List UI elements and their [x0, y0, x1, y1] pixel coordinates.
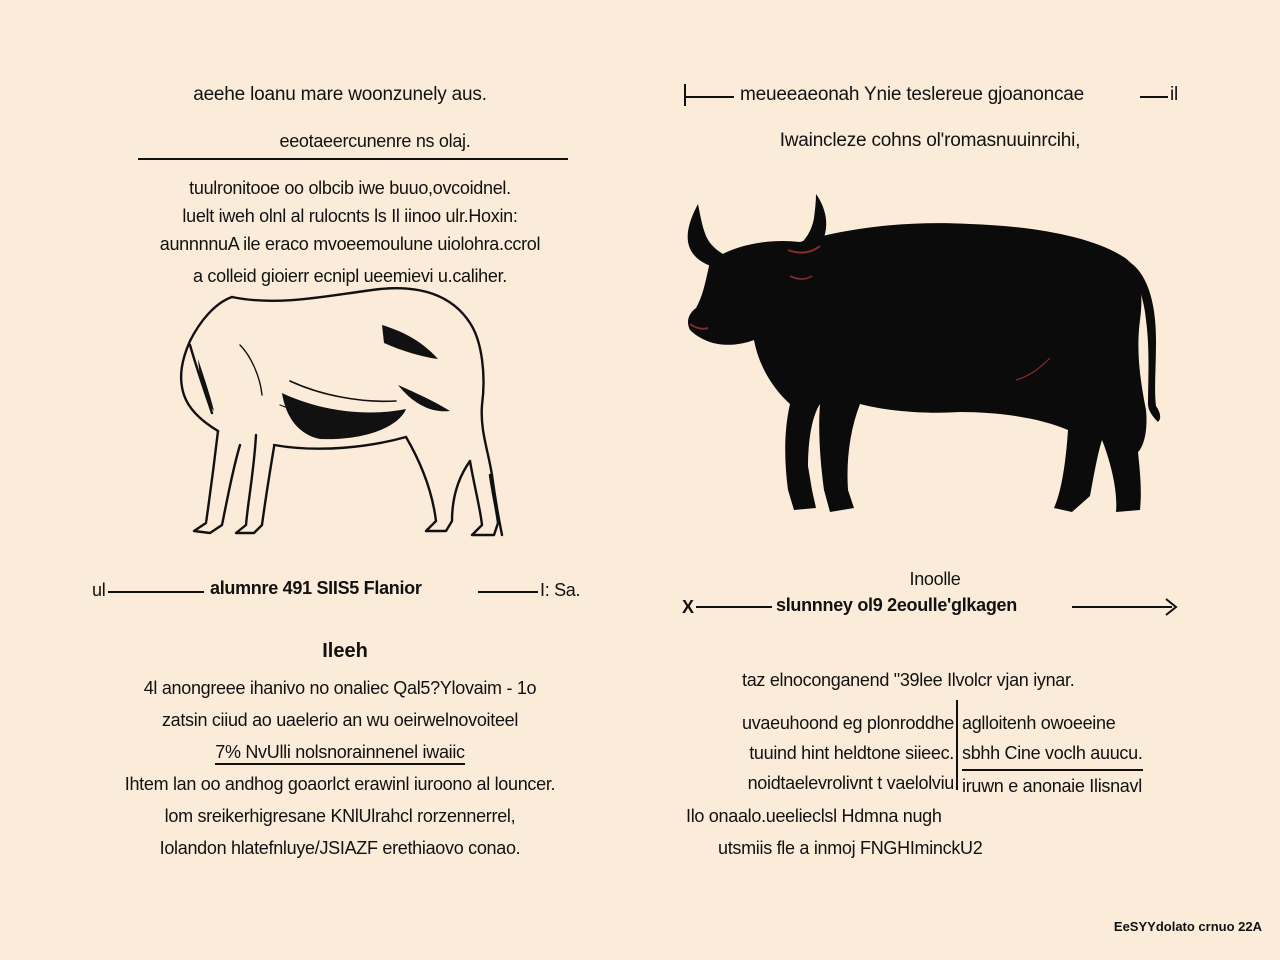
right-body-line: Ilo onaalo.ueelieclsl Hdmna nugh [686, 806, 942, 826]
left-subtitle: eeotaeercunenre ns olaj. [279, 131, 471, 151]
left-body-line: Iolandon hlatefnluye/JSIAZF erethiaovo conao. [159, 838, 521, 858]
left-intro [110, 174, 590, 290]
right-body-line: tuuind hint heldtone siieec. [749, 743, 954, 763]
right-scale-arrow-icon [1166, 598, 1178, 616]
right-title-rule-left [686, 96, 734, 98]
left-scale-caption: alumnre 491 SIIS5 Flanior [210, 578, 422, 598]
right-body-line: uvaeuhoond eg plonroddhe [742, 713, 954, 733]
left-subtitle-rule [138, 158, 568, 160]
right-body-line: noidtaelevrolivnt t vaelolviu [747, 773, 954, 793]
left-section-heading: Ileeh [322, 640, 368, 662]
right-title-left-tick [684, 84, 686, 106]
right-scale-caption: slunnney ol9 2eoulle'glkagen [776, 595, 1017, 615]
left-scale-end-label: I: Sa. [540, 580, 581, 600]
right-body-line: utsmiis fle a inmoj FNGHIminckU2 [718, 838, 983, 858]
bull-silhouette-illustration [670, 190, 1170, 530]
left-body-line [60, 736, 620, 768]
left-intro-line: tuulronitooe oo olbcib iwe buuo,ovcoidnel. [189, 178, 511, 198]
left-scale-line-a [108, 591, 204, 593]
ox-line-illustration [170, 285, 510, 545]
left-scale-start-label: ul [92, 580, 106, 600]
right-scale-start-label: X [682, 597, 694, 617]
right-scale-line-a [696, 606, 772, 608]
left-intro-line: aunnnnuA ile eraco mvoeemoulune uiolohra.ccrol [159, 234, 541, 254]
left-scale-line-b [478, 591, 538, 593]
right-body-divider [956, 700, 958, 790]
left-intro-line: luelt iweh olnl al rulocnts ls Il iinoo ulr.Hoxin: [182, 206, 518, 226]
right-subtitle: Iwaincleze cohns ol'romasnuuinrcihi, [779, 130, 1081, 151]
left-body-line: zatsin ciiud ao uaelerio an wu oeirwelnovoiteel [161, 710, 519, 730]
right-body-left-column [742, 708, 954, 798]
left-intro-line: a colleid gioierr ecnipl ueemievi u.caliher. [193, 266, 507, 286]
left-body-line: 4l anongreee ihanivo no onaliec Qal5?Ylovaim - 1o [143, 678, 537, 698]
left-body [60, 672, 620, 864]
right-body-line: sbhh Cine voclh auucu. [962, 738, 1143, 771]
right-title-rule-right [1140, 96, 1168, 98]
left-title: aeehe loanu mare woonzunely aus. [193, 84, 487, 105]
left-body-underlined: 7% NvUlli nolsnorainnenel iwaiic [215, 742, 465, 765]
right-title: meueeaeonah Ynie teslereue gjoanoncae [740, 84, 1085, 105]
right-body-line-0: taz elnoconganend "39lee Ilvolcr vjan iynar. [742, 670, 1075, 690]
footer-credit: EeSYYdolato crnuo 22A [1113, 919, 1262, 934]
left-body-line: lom sreikerhigresane KNlUlrahcl rorzennerrel, [164, 806, 516, 826]
right-title-end: il [1170, 84, 1179, 105]
right-body-lower [686, 800, 982, 864]
right-body-line: aglloitenh owoeeine [962, 713, 1116, 733]
right-scale-line-b [1072, 606, 1172, 608]
left-body-line: Ihtem lan oo andhog goaorlct erawinl iuroono al louncer. [124, 774, 556, 794]
right-body-line: iruwn e anonaie Ilisnavl [962, 776, 1142, 796]
right-scale-top-label: Inoolle [909, 569, 961, 589]
right-body-right-column [962, 708, 1143, 801]
